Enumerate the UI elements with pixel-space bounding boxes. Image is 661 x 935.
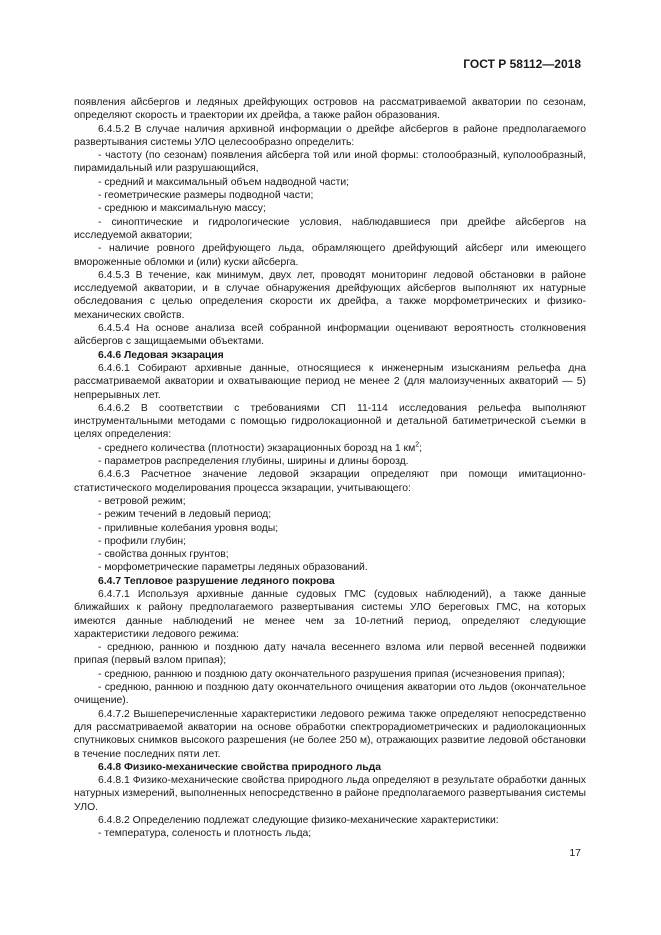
section-heading [74, 575, 586, 588]
paragraph-text: - частоту (по сезонам) появления айсберга той или иной формы: столообразный, куполообразный, пирамидальный или разрушающийся, [74, 150, 586, 175]
paragraph-text: появления айсбергов и ледяных дрейфующих островов на рассматриваемой акватории по сезонам, определяют скорость и траектории их дрейфа, а также район образования. [74, 97, 586, 122]
paragraph-text: - геометрические размеры подводной части; [98, 190, 314, 202]
paragraph-text: 6.4.5.2 В случае наличия архивной информации о дрейфе айсбергов в районе предполагаемого развертывания системы УЛО целесообразно определить: [74, 123, 586, 148]
page-number: 17 [569, 847, 581, 859]
paragraph [74, 402, 586, 442]
paragraph-text: - температура, соленость и плотность льда; [98, 828, 312, 840]
paragraph [74, 455, 586, 468]
paragraph [74, 561, 586, 574]
paragraph [74, 668, 586, 681]
paragraph-text: - режим течений в ледовый период; [98, 509, 272, 521]
paragraph-text: 6.4.7 Тепловое разрушение ледяного покрова [98, 575, 335, 587]
paragraph-text: - средний и максимальный объем надводной части; [98, 176, 350, 188]
paragraph [74, 362, 586, 402]
paragraph-text: 6.4.8 Физико-механические свойства природного льда [98, 761, 382, 773]
paragraph-text: - среднюю, раннюю и позднюю дату окончательного очищения акватории ото льдов (окончательное очищение). [74, 682, 586, 707]
paragraph [74, 216, 586, 243]
paragraph-text: - приливные колебания уровня воды; [98, 522, 279, 534]
paragraph [74, 522, 586, 535]
paragraph [74, 149, 586, 176]
paragraph-tail: ; [419, 442, 423, 454]
paragraph [74, 189, 586, 202]
paragraph-text: - параметров распределения глубины, ширины и длины борозд. [98, 456, 409, 468]
paragraph [74, 774, 586, 814]
paragraph [74, 548, 586, 561]
section-heading [74, 761, 586, 774]
paragraph-text: - ветровой режим; [98, 495, 186, 507]
paragraph [74, 508, 586, 521]
standard-header: ГОСТ Р 58112—2018 [463, 57, 581, 71]
paragraph [74, 681, 586, 708]
paragraph-text: - среднюю и максимальную массу; [98, 203, 266, 215]
paragraph-text: - среднюю, раннюю и позднюю дату начала весеннего взлома или первой весенней подвижки припая (первый взлом припая); [74, 642, 586, 667]
paragraph-text: 6.4.7.1 Используя архивные данные судовых ГМС (судовых наблюдений), а также данные ближайших к району предполагаемого развертывания системы УЛО береговых ГМС, на которых имеются данные наблюдений не менее чем за 10-летний период, определяют следующие характеристики ледового режима: [74, 588, 586, 640]
paragraph-text: 6.4.8.2 Определению подлежат следующие физико-механические характеристики: [98, 815, 499, 827]
paragraph [74, 588, 586, 641]
paragraph-text: 6.4.5.3 В течение, как минимум, двух лет, проводят мониторинг ледовой обстановки в районе исследуемой акватории, и в случае обнаружения дрейфующих айсбергов выполняют их натурные обследования с целью определения скорости их дрейфа, а также морфометрических и физико-механических свойств. [74, 269, 586, 321]
paragraph [74, 708, 586, 761]
paragraph-text: 6.4.6.2 В соответствии с требованиями СП 11-114 исследования рельефа выполняют инструментальными методами с помощью гидролокационной и детальной батиметрической съемки в целях определения: [74, 402, 586, 441]
paragraph-text: - наличие ровного дрейфующего льда, обрамляющего дрейфующий айсберг или имеющего вмороженные обломки и (или) куски айсберга. [74, 243, 586, 268]
paragraph-text: 6.4.6.3 Расчетное значение ледовой экзарации определяют при помощи имитационно-статистического моделирования процесса экзарации, учитывающего: [74, 469, 586, 494]
paragraph [74, 322, 586, 349]
section-heading [74, 349, 586, 362]
paragraph-text: 6.4.5.4 На основе анализа всей собранной информации оценивают вероятность столкновения айсбергов с защищаемыми объектами. [74, 323, 586, 348]
paragraph-text: 6.4.6.1 Собирают архивные данные, относящиеся к инженерным изысканиям рельефа дна рассматриваемой акватории и охватывающие период не менее 2 (для малоизученных акваторий — 5) непрерывных лет. [74, 362, 586, 401]
paragraph [74, 814, 586, 827]
paragraph-text: - профили глубин; [98, 535, 186, 547]
paragraph-text: 6.4.8.1 Физико-механические свойства природного льда определяют в результате обработки данных натурных измерений, выполненных непосредственно в районе предполагаемого развертывания системы УЛО. [74, 775, 586, 813]
paragraph [74, 641, 586, 668]
paragraph-text: - синоптические и гидрологические условия, наблюдавшиеся при дрейфе айсбергов на исследуемой акватории; [74, 216, 586, 241]
paragraph [74, 176, 586, 189]
paragraph [74, 827, 586, 840]
paragraph [74, 468, 586, 495]
paragraph [74, 242, 586, 269]
paragraph [74, 442, 586, 455]
paragraph [74, 96, 586, 123]
paragraph-text: - морфометрические параметры ледяных образований. [98, 562, 368, 574]
superscript: 2 [415, 441, 420, 449]
paragraph [74, 123, 586, 150]
paragraph [74, 535, 586, 548]
paragraph-text: - среднюю, раннюю и позднюю дату окончательного разрушения припая (исчезновения припая); [98, 668, 565, 680]
paragraph [74, 269, 586, 322]
paragraph-text: - свойства донных грунтов; [98, 549, 229, 561]
paragraph-text: 6.4.6 Ледовая экзарация [98, 349, 224, 361]
paragraph-text: 6.4.7.2 Вышеперечисленные характеристики ледового режима также определяют непосредственно для рассматриваемой акватории на основе обработки спектрорадиометрических и радиолокационных спутниковых снимков высокого разрешения (не более 250 м), отражающих развитие ледовой обстановки в течение последних пяти лет. [74, 708, 586, 760]
paragraph-text: - среднего количества (плотности) экзарационных борозд на 1 км [98, 442, 416, 454]
paragraph [74, 495, 586, 508]
paragraph [74, 202, 586, 215]
document-body [74, 96, 586, 841]
